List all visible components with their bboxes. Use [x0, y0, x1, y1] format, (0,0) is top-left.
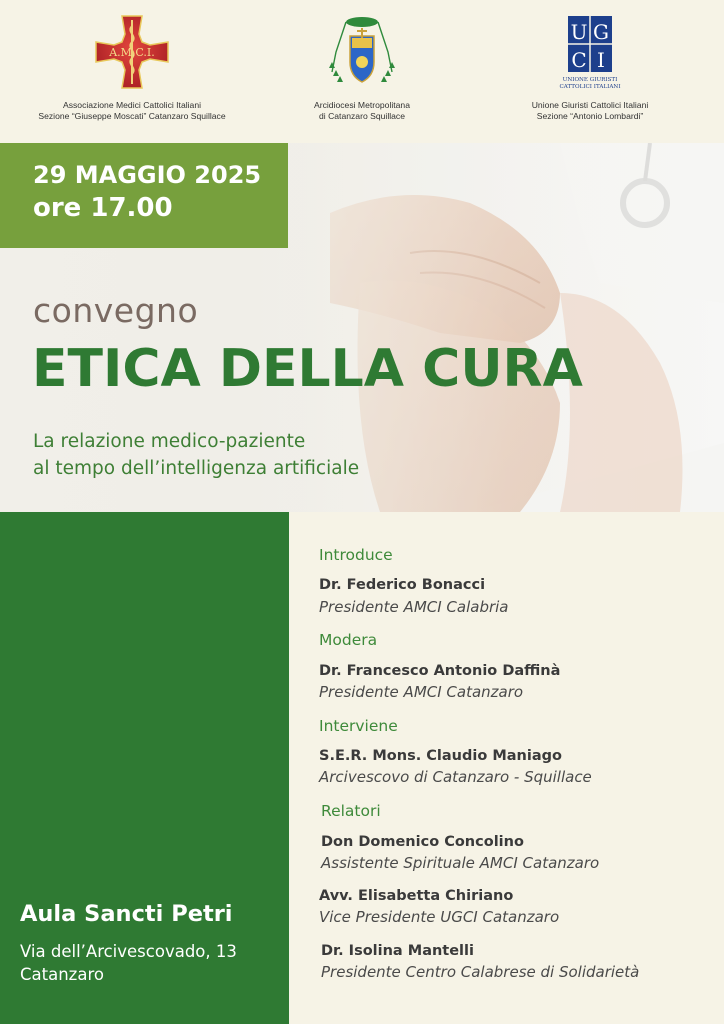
svg-text:C: C	[571, 48, 587, 72]
event-subtitle-line2: al tempo dell’intelligenza artificiale	[33, 458, 360, 479]
hero-banner	[0, 143, 724, 512]
program-speaker-title: Vice Presidente UGCI Catanzaro	[319, 908, 560, 926]
program-speaker-title: Assistente Spirituale AMCI Catanzaro	[321, 854, 600, 872]
event-subtitle-line1: La relazione medico-paziente	[33, 431, 306, 452]
program-speaker-name: Dr. Francesco Antonio Daffinà	[319, 663, 561, 679]
arcidiocesi-logo-block	[242, 12, 482, 122]
svg-text:G: G	[593, 20, 609, 44]
event-time: ore 17.00	[33, 193, 173, 223]
program-role-modera: Modera	[319, 631, 378, 649]
program-speaker-name: Avv. Elisabetta Chiriano	[319, 888, 514, 904]
venue-info	[20, 897, 237, 986]
svg-text:A.M.C.I.: A.M.C.I.	[109, 46, 155, 59]
event-kicker: convegno	[33, 291, 199, 330]
amci-caption-line1: Associazione Medici Cattolici Italiani	[62, 100, 202, 110]
ugci-logo	[470, 12, 710, 92]
venue-name: Aula Sancti Petri	[20, 901, 233, 927]
arcidiocesi-caption-line1: Arcidiocesi Metropolitana	[313, 100, 410, 110]
event-title: ETICA DELLA CURA	[32, 339, 583, 399]
program-speaker-name: Dr. Federico Bonacci	[319, 577, 486, 593]
amci-caption-line2: Sezione “Giuseppe Moscati” Catanzaro Squillace	[38, 111, 226, 121]
svg-text:U: U	[570, 20, 588, 44]
event-subtitle	[33, 428, 359, 482]
amci-logo-block	[12, 12, 252, 122]
venue-address-line1: Via dell’Arcivescovado, 13	[20, 942, 237, 961]
ugci-caption-line1: Unione Giuristi Cattolici Italiani	[531, 100, 649, 110]
svg-text:UNIONE GIURISTI: UNIONE GIURISTI	[562, 77, 618, 83]
program-speaker-title: Arcivescovo di Catanzaro - Squillace	[319, 768, 592, 786]
program-speaker-title: Presidente AMCI Catanzaro	[319, 683, 524, 701]
arcidiocesi-caption-line2: di Catanzaro Squillace	[319, 111, 405, 121]
program-role-relatori: Relatori	[321, 802, 381, 820]
program-role-interviene: Interviene	[319, 717, 398, 735]
date-box	[0, 143, 288, 248]
program-speaker-name: S.E.R. Mons. Claudio Maniago	[319, 748, 562, 764]
ugci-caption-line2: Sezione “Antonio Lombardi”	[536, 111, 644, 121]
venue-address-line2: Catanzaro	[20, 965, 104, 984]
program-role-introduce: Introduce	[319, 546, 393, 564]
ugci-logo-block	[470, 12, 710, 122]
event-date: 29 MAGGIO 2025	[33, 161, 262, 189]
arcidiocesi-coat-of-arms-icon	[242, 12, 482, 92]
program-speaker-name: Don Domenico Concolino	[321, 834, 524, 850]
header-logos	[0, 0, 724, 143]
program-speaker-title: Presidente Centro Calabrese di Solidarietà	[321, 963, 640, 981]
program-speaker-name: Dr. Isolina Mantelli	[321, 943, 474, 959]
amci-logo	[12, 12, 252, 92]
program-speaker-title: Presidente AMCI Calabria	[319, 598, 509, 616]
svg-text:CATTOLICI ITALIANI: CATTOLICI ITALIANI	[559, 84, 621, 90]
svg-text:I: I	[597, 48, 605, 72]
